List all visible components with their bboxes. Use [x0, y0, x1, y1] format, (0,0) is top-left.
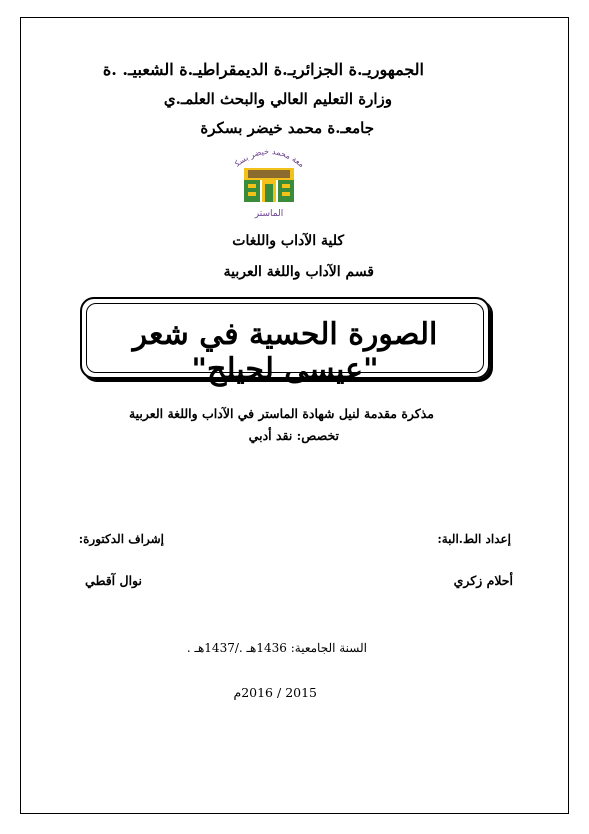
student-label: إعداد الط.البة:: [437, 532, 511, 546]
republic-heading: الجمهوريـ.ة الجزائريـ.ة الديمقراطيـ.ة الشعبيـ. .ة: [102, 60, 424, 79]
supervisor-name: نوال آقطي: [85, 573, 142, 588]
university-heading: جامعـ.ة محمد خيضر بسكرة: [200, 119, 374, 137]
title-frame: [80, 297, 490, 387]
memo-specialization: تخصص: نقد أدبي: [248, 428, 339, 443]
memo-purpose: مذكرة مقدمة لنيل شهادة الماستر في الآداب واللغة العربية: [128, 406, 434, 421]
svg-text:جامعة محمد خيضر بسكرة: [228, 140, 306, 169]
thesis-title: الصورة الحسية في شعر "عيسى لحيلح": [132, 317, 438, 387]
ministry-heading: وزارة التعليم العالي والبحث العلمـ.ي: [163, 90, 392, 108]
supervisor-label: إشراف الدكتورة:: [78, 532, 164, 546]
logo-bottom-text: الماستر: [254, 209, 284, 219]
logo-arc-text: معة محمد خيضر بسك: [233, 146, 306, 170]
student-name: أحلام زكري: [453, 573, 513, 588]
university-logo: [228, 140, 310, 220]
college-name: كلية الآداب واللغات: [232, 233, 344, 249]
academic-year-hijri: السنة الجامعية: 1436هـ ./1437هـ .: [186, 641, 367, 655]
academic-year-gregorian: 2015 / 2016م: [233, 685, 317, 700]
department-name: قسم الآداب واللغة العربية: [223, 264, 374, 280]
